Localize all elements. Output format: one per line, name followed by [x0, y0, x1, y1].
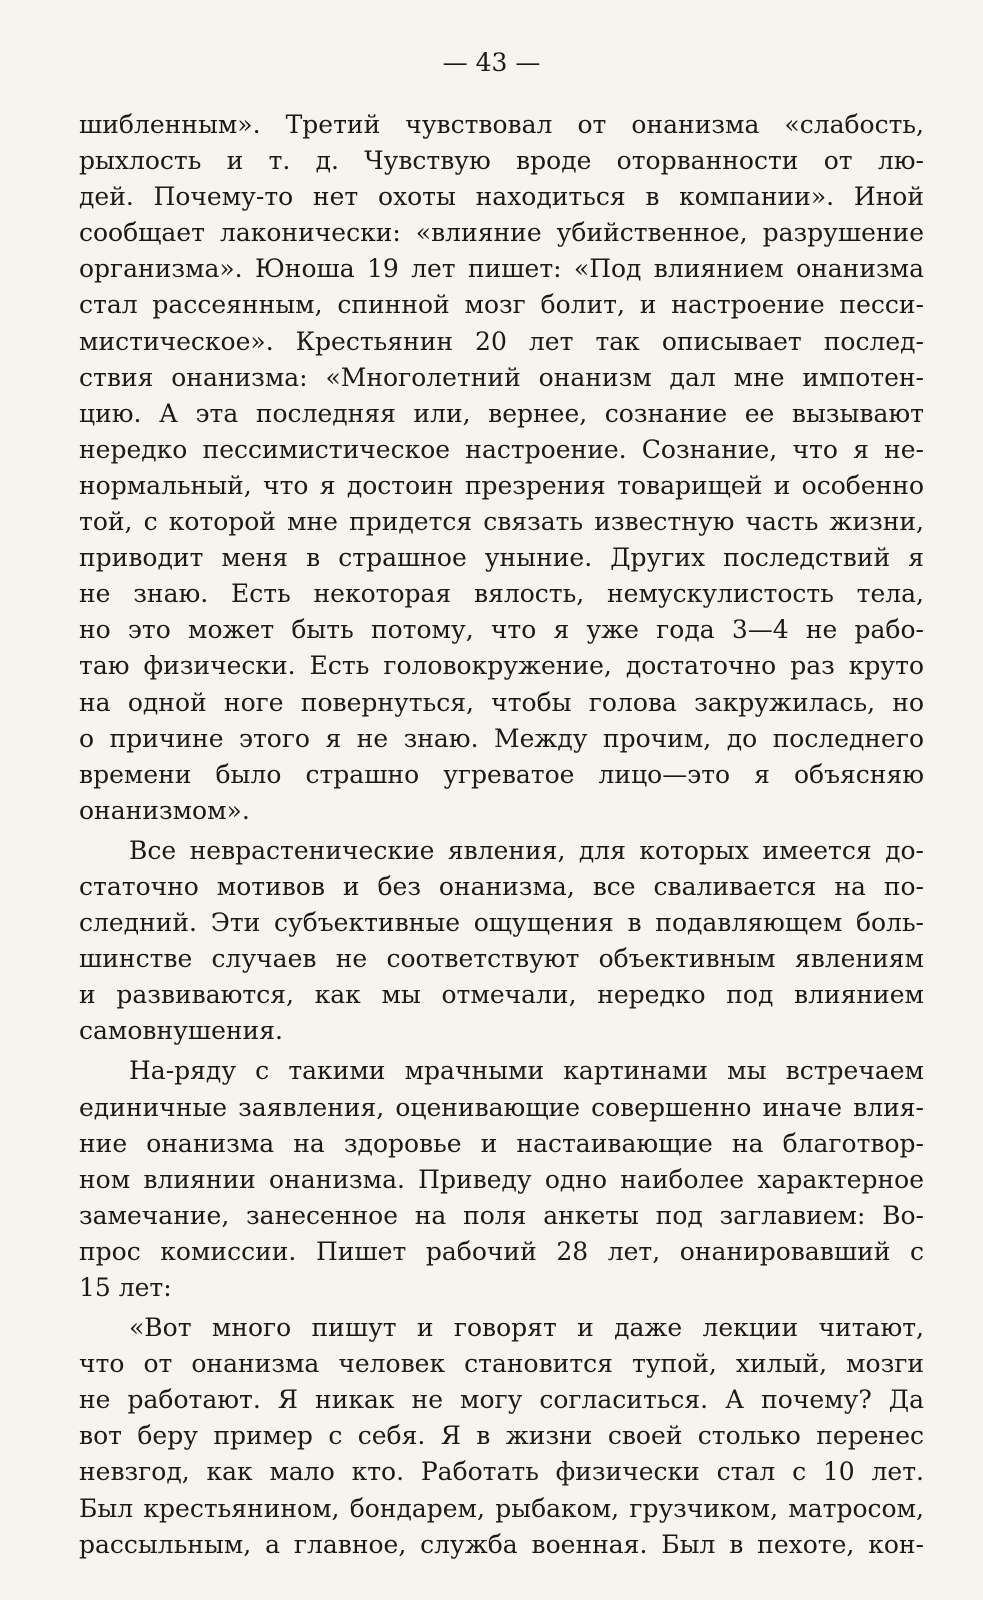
text-line: нередко пессимистическое настроение. Сознание, что я не- — [79, 434, 924, 464]
text-line: рассыльным, а главное, служба военная. Был в пехоте, кон- — [79, 1529, 924, 1559]
text-line: но это может быть потому, что я уже года 3—4 не рабо- — [79, 615, 924, 645]
text-line: шибленным». Третий чувствовал от онанизма «слабость, — [79, 110, 924, 139]
text-line: стал рассеянным, спинной мозг болит, и настроение песси- — [79, 290, 924, 320]
text-line: и развиваются, как мы отмечали, нередко под влиянием — [79, 980, 924, 1010]
text-line: сообщает лаконически: «влияние убийственное, разрушение — [79, 218, 924, 248]
body-text — [79, 107, 924, 1563]
text-line: цию. А эта последняя или, вернее, сознание ее вызывают — [79, 398, 924, 428]
text-line: На-ряду с такими мрачными картинами мы встречаем — [129, 1056, 924, 1086]
text-line: Все неврастенические явления, для которых имеется до- — [129, 835, 924, 865]
paragraph-1 — [79, 107, 924, 829]
text-line: нормальный, что я достоин презрения товарищей и особенно — [79, 470, 924, 500]
text-line: единичные заявления, оценивающие совершенно иначе влия- — [79, 1092, 924, 1122]
text-line: приводит меня в страшное уныние. Других последствий я — [79, 543, 924, 573]
text-line: организма». Юноша 19 лет пишет: «Под влиянием онанизма — [79, 254, 924, 284]
paragraph-3 — [79, 1053, 924, 1306]
text-line: 15 лет: — [79, 1273, 172, 1302]
text-line: мистическое». Крестьянин 20 лет так описывает послед- — [79, 326, 924, 356]
text-line: что от онанизма человек становится тупой, хилый, мозги — [79, 1349, 924, 1379]
text-line: о причине этого я не знаю. Между прочим, до последнего — [79, 723, 924, 753]
text-line: таю физически. Есть головокружение, достаточно раз круто — [79, 651, 924, 681]
text-line: «Вот много пишут и говорят и даже лекции читают, — [129, 1313, 924, 1343]
paragraph-4 — [79, 1310, 924, 1563]
text-line: вот беру пример с себя. Я в жизни своей столько перенес — [79, 1421, 924, 1451]
text-line: Был крестьянином, бондарем, рыбаком, грузчиком, матросом, — [79, 1493, 924, 1523]
text-line: дей. Почему-то нет охоты находиться в компании». Иной — [79, 182, 924, 212]
text-line: невзгод, как мало кто. Работать физически стал с 10 лет. — [79, 1457, 924, 1487]
text-line: не работают. Я никак не могу согласиться. А почему? Да — [79, 1385, 924, 1415]
text-line: прос комиссии. Пишет рабочий 28 лет, онанировавший с — [79, 1236, 924, 1266]
text-line: ние онанизма на здоровье и настаивающие на благотвор- — [79, 1128, 924, 1158]
text-line: шинстве случаев не соответствуют объективным явлениям — [79, 944, 924, 974]
text-line: на одной ноге повернуться, чтобы голова закружилась, но — [79, 687, 924, 717]
text-line: той, с которой мне придется связать известную часть жизни, — [79, 507, 924, 537]
text-line: времени было страшно угреватое лицо—это я объясняю — [79, 759, 924, 789]
text-line: не знаю. Есть некоторая вялость, немускулистость тела, — [79, 579, 924, 609]
text-line: рыхлость и т. д. Чувствую вроде оторванности от лю- — [79, 146, 924, 176]
text-line: следний. Эти субъективные ощущения в подавляющем боль- — [79, 908, 924, 938]
text-line: ствия онанизма: «Многолетний онанизм дал мне импотен- — [79, 362, 924, 392]
paragraph-2 — [79, 833, 924, 1050]
text-line: статочно мотивов и без онанизма, все сваливается на по- — [79, 871, 924, 901]
text-line: самовнушения. — [79, 1016, 283, 1046]
page-number: — 43 — — [442, 48, 541, 77]
text-line: ном влиянии онанизма. Приведу одно наиболее характерное — [79, 1164, 924, 1194]
text-line: замечание, занесенное на поля анкеты под заглавием: Во- — [79, 1200, 924, 1230]
text-line: онанизмом». — [79, 795, 250, 825]
